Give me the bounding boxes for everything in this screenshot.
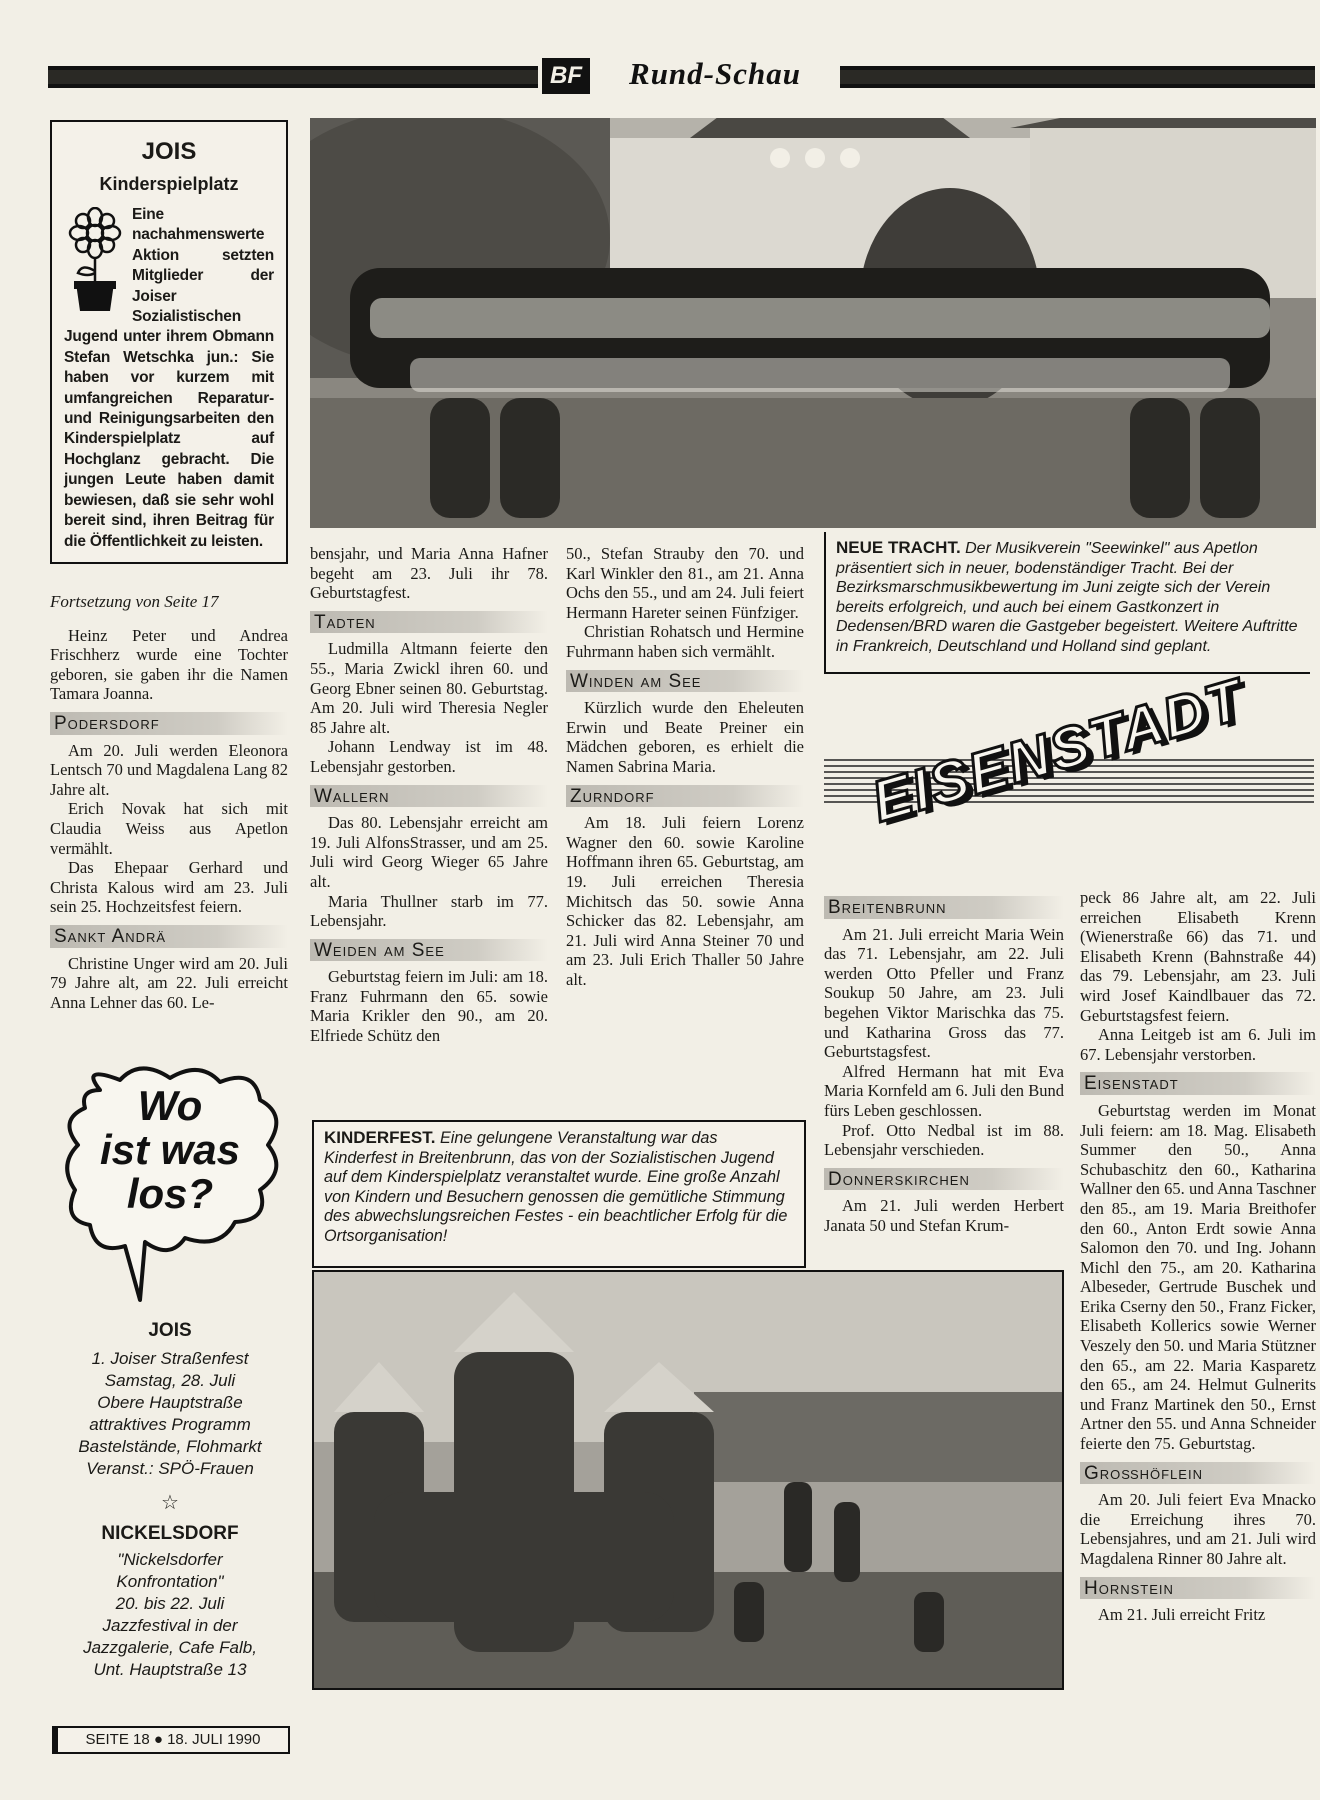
event-jois-line-1: 1. Joiser Straßenfest [91, 1349, 249, 1368]
heading-sankt-andrae: Sankt Andrä [50, 925, 288, 948]
footer-bullet: ● [153, 1731, 163, 1748]
hornstein-paragraph-1: Am 21. Juli erreicht Fritz [1098, 1605, 1266, 1625]
column-4 [824, 888, 1064, 1236]
podersdorf-paragraph-3: Das Ehepaar Gerhard und Christa Kalous wird am 23. Juli sein 25. Hochzeitsfest feiern. [50, 858, 288, 917]
event-jois-line-2: Samstag, 28. Juli [104, 1371, 236, 1390]
heading-grosshoeflein: Großhöflein [1080, 1462, 1316, 1485]
tadten-paragraph-2: Johann Lendway ist im 48. Lebensjahr gestorben. [310, 737, 548, 776]
masthead-logo [542, 58, 590, 94]
heading-tadten: Tadten [310, 611, 548, 634]
heading-zurndorf: Zurndorf [566, 785, 804, 808]
col3-wedding: Christian Rohatsch und Hermine Fuhrmann haben sich vermählt. [566, 622, 804, 661]
star-separator-icon: ☆ [161, 1492, 179, 1514]
neue-tracht-lead: NEUE TRACHT. [836, 538, 961, 557]
winden-paragraph-1: Kürzlich wurde den Eheleuten Erwin und Beate Preiner ein Mädchen geboren, es erhielt die Namen Sabrina Maria. [566, 698, 804, 776]
bubble-line-2: ist was [99, 1126, 241, 1173]
event-nickelsdorf-line-2: Konfrontation" [116, 1572, 224, 1591]
event-jois-line-3: Obere Hauptstraße [97, 1393, 243, 1412]
donnerskirchen-paragraph-1: Am 21. Juli werden Herbert Janata 50 und Stefan Krum- [824, 1196, 1064, 1235]
masthead-rule-right [840, 66, 1315, 88]
grosshoeflein-paragraph-1: Am 20. Juli feiert Eva Mnacko die Erreichung ihres 70. Lebensjahres, und am 21. Juli wird Magdalena Rinner 80 Jahre alt. [1080, 1490, 1316, 1568]
continuation-note: Fortsetzung von Seite 17 [50, 592, 219, 611]
footer-date: 18. JULI 1990 [167, 1731, 261, 1748]
eisenstadt-banner [824, 666, 1314, 900]
event-nickelsdorf-line-3: 20. bis 22. Juli [115, 1594, 225, 1613]
heading-breitenbrunn: Breitenbrunn [824, 896, 1064, 919]
eisenstadt-banner-text: EISENSTADT [865, 666, 1252, 835]
heading-hornstein: Hornstein [1080, 1577, 1316, 1600]
col5-death-notice: Anna Leitgeb ist am 6. Juli im 67. Lebensjahr verstorben. [1080, 1025, 1316, 1064]
neue-tracht-text: Der Musikverein "Seewinkel" aus Apetlon präsentiert sich in neuer, bodenständiger Tracht. Bei der Bezirksmarschmusikbewertung im Juni zeigte sich der Verein bereits erfolgreich, und auch bei einem Gastkonzert in Dedensen/BRD waren die Gastgeber begeistert. Weitere Auftritte in Frankreich, Deutschland und Holland sind geplant. [836, 540, 1298, 655]
neue-tracht-caption [824, 532, 1310, 674]
event-jois-line-4: attraktives Programm [89, 1415, 251, 1434]
column-2 [310, 544, 548, 1046]
heading-podersdorf: Podersdorf [50, 712, 288, 735]
podersdorf-paragraph-1: Am 20. Juli werden Eleonora Lentsch 70 und Magdalena Lang 82 Jahre alt. [50, 740, 288, 799]
heading-winden-am-see: Winden am See [566, 670, 804, 693]
wallern-paragraph-2: Maria Thullner starb im 77. Lebensjahr. [310, 891, 548, 931]
event-nickelsdorf-title: NICKELSDORF [101, 1523, 239, 1544]
jois-box-title: JOIS [141, 138, 197, 165]
weiden-paragraph-1: Geburtstag feiern im Juli: am 18. Franz Fuhrmann den 65. sowie Maria Krikler den 90., am 20. Elfriede Schütz den [310, 967, 548, 1046]
heading-donnerskirchen: Donnerskirchen [824, 1168, 1064, 1191]
col3-continued-text: 50., Stefan Strauby den 70. und Karl Winkler den 81., am 21. Anna Ochs den 55., und am 24. Juli feiert Hermann Hareter seinen Fünfziger. [566, 544, 804, 622]
birth-notice: Heinz Peter und Andrea Frischherz wurde eine Tochter geboren, sie gaben ihr die Namen Tamara Joanna. [50, 625, 288, 704]
jois-kinderspielplatz-box [50, 120, 288, 564]
heading-wallern: Wallern [310, 785, 548, 808]
wo-ist-was-los-bubble [60, 1060, 290, 1310]
zurndorf-paragraph-1: Am 18. Juli feiern Lorenz Wagner den 60. sowie Karoline Hoffmann ihren 65. Geburtstag, am 19. Juli erreichen Theresia Michitsch das 50. sowie Anna Schicker das 82. Lebensjahr, am 21. Juli wird Anna Steiner 70 und am 23. Juli Erich Thaller 50 Jahre alt. [566, 813, 804, 989]
wallern-paragraph-1: Das 80. Lebensjahr erreicht am 19. Juli AlfonsStrasser, und am 25. Juli wird Georg Wieger 65 Jahre alt. [310, 813, 548, 891]
eisenstadt-paragraph-1: Geburtstag werden im Monat Juli feiern: am 18. Mag. Elisabeth Summer den 50., Anna Schubaschitz den 60., Katharina Wallner den 65. und Anna Taschner den 85., am 19. Maria Breithofer den 60., Anton Erdt sowie Anna Salomon den 70. und Ing. Johann Michl den 75., am 20. Katharina Albeseder, Gertrude Buschek und Erika Cserny den 50., Franz Ficker, Elisabeth Kollerics sowie Werner Veszely den 50. und Maria Stützner den 65., am 22. Maria Kasparetz den 65., am 24. Helmut Gulnerits und Franz Martinek den 50., Ernst Artner den 55. und Anna Schneider feierte den 75. Geburtstag. [1080, 1100, 1316, 1454]
event-jois-line-5: Bastelstände, Flohmarkt [78, 1437, 262, 1456]
bubble-line-3: los? [126, 1170, 214, 1217]
kinderfest-text: Eine gelungene Veranstaltung war das Kinderfest in Breitenbrunn, das von der Sozialistischen Jugend auf dem Kinderspielplatz veranstaltet wurde. Eine große Anzahl von Kindern und Besuchern genossen die gemütliche Stimmung des abwechslungsreichen Festes - ein beachtlicher Erfolg für die Ortsorganisation! [324, 1129, 788, 1245]
tadten-paragraph-1: Ludmilla Altmann feierte den 55., Maria Zwickl ihren 60. und Georg Ebner seinen 80. Geburtstag. Am 20. Juli wird Theresia Negler 85 Jahre alt. [310, 639, 548, 737]
col2-continued-text: bensjahr, und Maria Anna Hafner begeht am 23. Juli ihr 78. Geburtstagfest. [310, 544, 548, 603]
kinderfest-caption [312, 1120, 806, 1268]
event-jois-line-6: Veranst.: SPÖ-Frauen [86, 1459, 254, 1478]
jois-box-text: Eine nachahmenswerte Aktion setzten Mitglieder der Joiser Sozialistischen Jugend unter ihrem Obmann Stefan Wetschka jun.: Sie haben vor kurzem mit umfangreichen Reparatur- und Reinigungsarbeiten den Kinderspielplatz auf Hochglanz gebracht. Die jungen Leute haben damit bewiesen, daß sie sehr wohl bereit sind, ihren Beitrag für die Öffentlichkeit zu leisten. [64, 206, 274, 550]
sankt-andrae-paragraph: Christine Unger wird am 20. Juli 79 Jahre alt, am 22. Juli erreicht Anna Lehner das 60. Le- [50, 953, 288, 1012]
breitenbrunn-paragraph-1: Am 21. Juli erreicht Maria Wein das 71. Lebensjahr, am 22. Juli werden Otto Pfeller und Franz Soukup 50 Jahre, am 23. Juli begehen Viktor Marischka das 75. und Katharina Gross das 77. Geburtstagsfest. [824, 924, 1064, 1062]
podersdorf-paragraph-2: Erich Novak hat sich mit Claudia Weiss aus Apetlon vermählt. [50, 799, 288, 858]
col5-continued-text: peck 86 Jahre alt, am 22. Juli erreichen Elisabeth Krenn (Wienerstraße 66) das 71. und Elisabeth Krenn (Bahnstraße 44) das 79. Lebensjahr, am 23. Juli wird Josef Kaindlbauer das 72. Geburtstagsfest feiern. [1080, 888, 1316, 1025]
photo-musikverein-seewinkel [310, 118, 1316, 528]
event-nickelsdorf-line-1: "Nickelsdorfer [117, 1550, 223, 1569]
heading-weiden-am-see: Weiden am See [310, 939, 548, 962]
masthead-logo-text: BF [550, 62, 582, 89]
event-nickelsdorf-line-4: Jazzfestival in der [102, 1616, 238, 1635]
event-nickelsdorf-line-6: Unt. Hauptstraße 13 [93, 1660, 247, 1679]
event-jois-title: JOIS [148, 1320, 192, 1341]
breitenbrunn-paragraph-3: Prof. Otto Nedbal ist im 88. Lebensjahr verschieden. [824, 1120, 1064, 1160]
column-1 [50, 592, 288, 1012]
photo-kinderfest-breitenbrunn [312, 1270, 1064, 1690]
breitenbrunn-paragraph-2: Alfred Hermann hat mit Eva Maria Kornfeld am 6. Juli den Bund fürs Leben geschlossen. [824, 1061, 1064, 1120]
masthead-rule-left [48, 66, 538, 88]
kinderfest-lead: KINDERFEST. [324, 1128, 436, 1147]
masthead-title-text: Rund-Schau [629, 56, 801, 91]
events-list [50, 1320, 290, 1681]
jois-box-subtitle: Kinderspielplatz [99, 174, 239, 194]
page-footer [52, 1726, 290, 1754]
column-5 [1080, 888, 1316, 1625]
bubble-line-1: Wo [137, 1082, 203, 1129]
flower-pot-icon [64, 207, 126, 313]
heading-eisenstadt: Eisenstadt [1080, 1072, 1316, 1095]
footer-page: SEITE 18 [85, 1731, 150, 1748]
column-3 [566, 544, 804, 989]
event-nickelsdorf-line-5: Jazzgalerie, Cafe Falb, [83, 1638, 257, 1657]
masthead-title [596, 54, 834, 94]
